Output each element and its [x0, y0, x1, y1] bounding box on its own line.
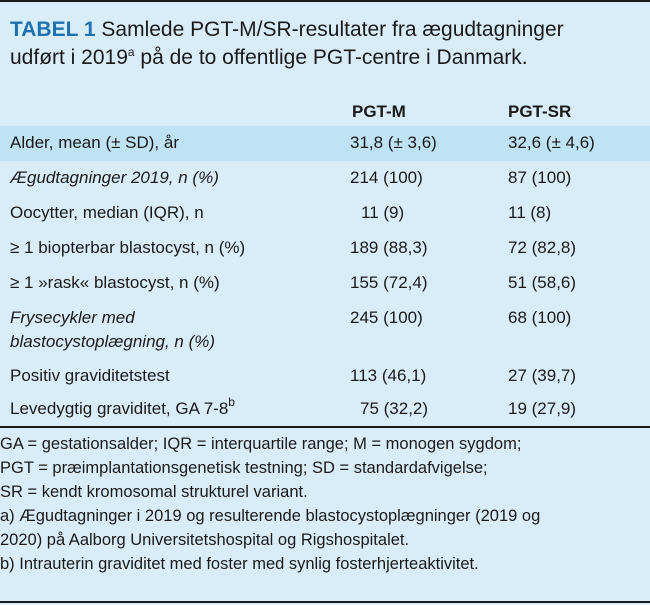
row-label: ≥ 1 biopterbar blastocyst, n (%)	[10, 238, 246, 257]
cell-pgt-m: 214 (100)	[350, 168, 423, 187]
footnote-marker-a: a	[127, 45, 135, 59]
row-label: ≥ 1 »rask« blastocyst, n (%)	[10, 273, 220, 292]
footnote-a-cont: 2020) på Aalborg Universitetshospital og Rigshospitalet.	[0, 531, 410, 549]
cell-pgt-sr: 51 (58,6)	[508, 273, 577, 292]
row-label: Alder, mean (± SD), år	[10, 133, 179, 152]
table-row	[0, 359, 650, 392]
cell-pgt-m: 75 (32,2)	[360, 399, 429, 418]
row-label-line1: Frysecykler med	[10, 308, 135, 327]
table-row	[0, 266, 650, 301]
row-label: Oocytter, median (IQR), n	[10, 203, 204, 222]
row-label: Positiv graviditetstest	[10, 366, 170, 385]
cell-pgt-m: 245 (100)	[350, 308, 423, 327]
caption-line2-pre: udført i 2019	[10, 46, 128, 69]
table-row	[0, 301, 650, 359]
row-label-text: Levedygtig graviditet, GA 7-8	[10, 399, 229, 418]
table-row	[0, 196, 650, 231]
table-notes	[0, 432, 650, 576]
cell-pgt-m: 155 (72,4)	[350, 273, 428, 292]
row-label: Ægudtagninger 2019, n (%)	[10, 168, 219, 187]
table-label: TABEL 1	[10, 18, 96, 41]
caption-line2-post: på de to offentlige PGT-centre i Danmark.	[134, 46, 528, 69]
row-label	[10, 397, 340, 421]
table-row	[0, 161, 650, 196]
top-rule	[0, 0, 650, 2]
table-row	[0, 392, 650, 426]
cell-pgt-sr: 19 (27,9)	[508, 399, 577, 418]
abbreviation-note: SR = kendt kromosomal strukturel variant.	[0, 483, 308, 501]
bottom-rule	[0, 601, 650, 603]
cell-pgt-m: 113 (46,1)	[350, 366, 427, 385]
results-table	[0, 96, 650, 426]
cell-pgt-sr: 72 (82,8)	[508, 238, 577, 257]
abbreviation-note: GA = gestationsalder; IQR = interquartile range; M = monogen sygdom;	[0, 435, 522, 453]
column-header-pgt-m: PGT-M	[352, 102, 406, 121]
cell-pgt-sr: 32,6 (± 4,6)	[508, 133, 595, 152]
footnote-marker-b: b	[228, 395, 235, 409]
cell-pgt-sr: 27 (39,7)	[508, 366, 577, 385]
table-bottom-rule	[0, 426, 650, 428]
cell-pgt-sr: 68 (100)	[508, 308, 572, 327]
abbreviation-note: PGT = præimplantationsgenetisk testning; SD = standardafvigelse;	[0, 459, 488, 477]
caption-line1: Samlede PGT-M/SR-resultater fra ægudtagninger	[95, 18, 564, 41]
cell-pgt-m: 31,8 (± 3,6)	[350, 133, 437, 152]
table-caption	[10, 16, 642, 72]
table-row	[0, 231, 650, 266]
footnote-b: b) Intrauterin graviditet med foster med synlig fosterhjerteaktivitet.	[0, 555, 479, 573]
footnote-a: a) Ægudtagninger i 2019 og resulterende blastocystoplægninger (2019 og	[0, 507, 541, 525]
table-header-row	[0, 96, 650, 126]
cell-pgt-sr: 11 (8)	[508, 203, 552, 222]
cell-pgt-m: 189 (88,3)	[350, 238, 428, 257]
row-label	[10, 306, 340, 354]
table-row	[0, 126, 650, 161]
cell-pgt-m: 11 (9)	[361, 203, 405, 222]
column-header-pgt-sr: PGT-SR	[508, 102, 572, 121]
row-label-line2: blastocystoplægning, n (%)	[10, 332, 216, 351]
cell-pgt-sr: 87 (100)	[508, 168, 572, 187]
